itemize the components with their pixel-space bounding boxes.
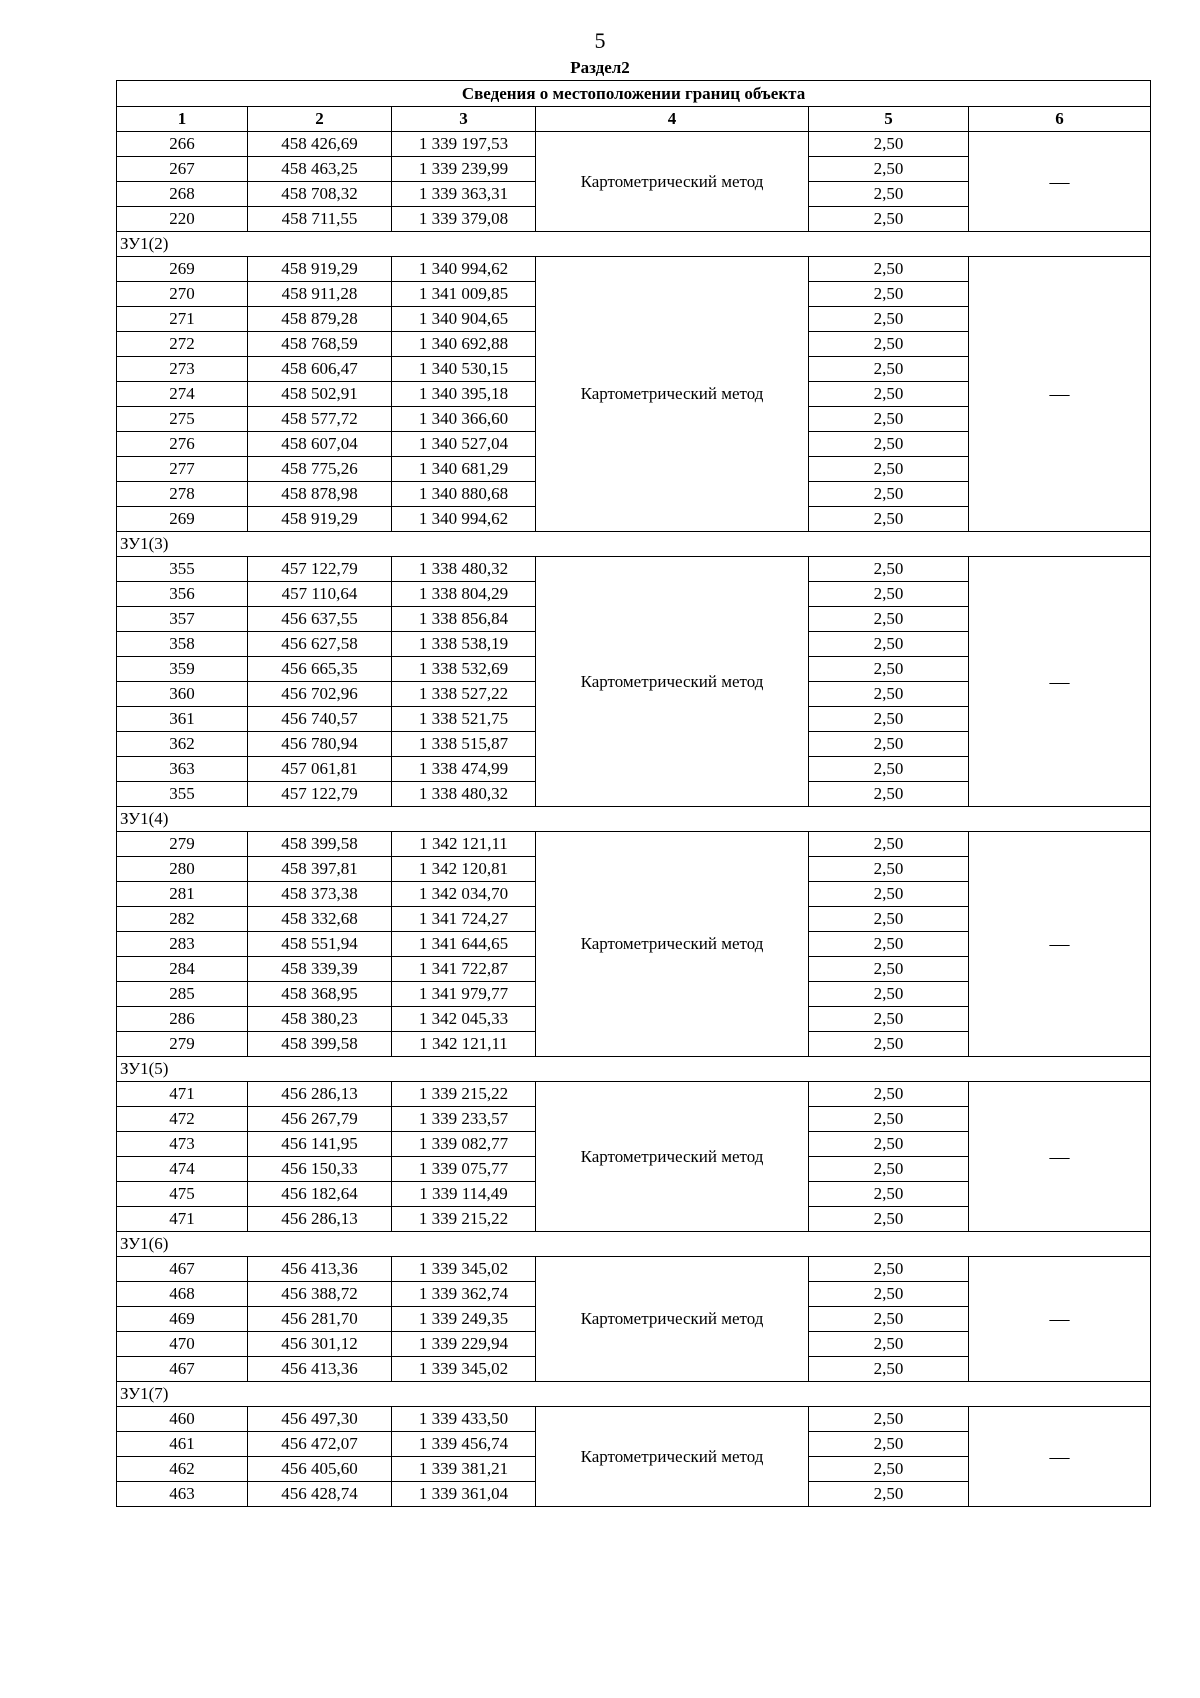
- coordinate-y-cell: 1 342 120,81: [392, 857, 536, 882]
- coordinate-x-cell: 456 281,70: [248, 1307, 392, 1332]
- coordinate-x-cell: 456 286,13: [248, 1082, 392, 1107]
- coordinate-y-cell: 1 338 515,87: [392, 732, 536, 757]
- point-number-cell: 460: [117, 1407, 248, 1432]
- coordinate-y-cell: 1 339 362,74: [392, 1282, 536, 1307]
- coordinate-y-cell: 1 339 215,22: [392, 1207, 536, 1232]
- point-number-cell: 468: [117, 1282, 248, 1307]
- column-6-cell: —: [969, 1407, 1151, 1507]
- method-cell: Картометрический метод: [536, 1257, 809, 1382]
- table-title: Сведения о местоположении границ объекта: [117, 81, 1151, 107]
- accuracy-cell: 2,50: [809, 707, 969, 732]
- coordinate-x-cell: 456 780,94: [248, 732, 392, 757]
- coordinate-x-cell: 458 399,58: [248, 1032, 392, 1057]
- column-6-cell: —: [969, 557, 1151, 807]
- coordinate-y-cell: 1 340 366,60: [392, 407, 536, 432]
- coordinate-y-cell: 1 339 233,57: [392, 1107, 536, 1132]
- coordinate-y-cell: 1 341 979,77: [392, 982, 536, 1007]
- accuracy-cell: 2,50: [809, 507, 969, 532]
- point-number-cell: 270: [117, 282, 248, 307]
- accuracy-cell: 2,50: [809, 1332, 969, 1357]
- accuracy-cell: 2,50: [809, 557, 969, 582]
- point-number-cell: 273: [117, 357, 248, 382]
- coordinate-x-cell: 456 388,72: [248, 1282, 392, 1307]
- coordinate-x-cell: 456 637,55: [248, 607, 392, 632]
- coordinate-y-cell: 1 339 114,49: [392, 1182, 536, 1207]
- coordinate-x-cell: 458 332,68: [248, 907, 392, 932]
- coordinate-x-cell: 456 413,36: [248, 1357, 392, 1382]
- accuracy-cell: 2,50: [809, 882, 969, 907]
- column-header-row: [117, 107, 1151, 132]
- group-name: ЗУ1(7): [117, 1382, 1151, 1407]
- point-number-cell: 360: [117, 682, 248, 707]
- coordinate-x-cell: 458 551,94: [248, 932, 392, 957]
- group-name: ЗУ1(5): [117, 1057, 1151, 1082]
- coordinate-y-cell: 1 338 538,19: [392, 632, 536, 657]
- accuracy-cell: 2,50: [809, 382, 969, 407]
- column-6-cell: —: [969, 132, 1151, 232]
- method-cell: Картометрический метод: [536, 1082, 809, 1232]
- table-row: [117, 1407, 1151, 1432]
- point-number-cell: 281: [117, 882, 248, 907]
- coordinate-y-cell: 1 340 395,18: [392, 382, 536, 407]
- coordinate-x-cell: 456 627,58: [248, 632, 392, 657]
- point-number-cell: 358: [117, 632, 248, 657]
- column-header: 6: [969, 107, 1151, 132]
- coordinate-y-cell: 1 341 009,85: [392, 282, 536, 307]
- accuracy-cell: 2,50: [809, 632, 969, 657]
- point-number-cell: 461: [117, 1432, 248, 1457]
- point-number-cell: 284: [117, 957, 248, 982]
- accuracy-cell: 2,50: [809, 357, 969, 382]
- accuracy-cell: 2,50: [809, 457, 969, 482]
- coordinate-y-cell: 1 341 644,65: [392, 932, 536, 957]
- coordinate-x-cell: 457 122,79: [248, 782, 392, 807]
- coordinate-x-cell: 458 368,95: [248, 982, 392, 1007]
- coordinate-x-cell: 456 665,35: [248, 657, 392, 682]
- accuracy-cell: 2,50: [809, 1107, 969, 1132]
- coordinate-y-cell: 1 339 345,02: [392, 1257, 536, 1282]
- point-number-cell: 363: [117, 757, 248, 782]
- accuracy-cell: 2,50: [809, 1457, 969, 1482]
- accuracy-cell: 2,50: [809, 957, 969, 982]
- point-number-cell: 467: [117, 1257, 248, 1282]
- coordinate-x-cell: 458 919,29: [248, 257, 392, 282]
- coordinate-x-cell: 458 606,47: [248, 357, 392, 382]
- point-number-cell: 282: [117, 907, 248, 932]
- accuracy-cell: 2,50: [809, 1357, 969, 1382]
- table-title-row: [117, 81, 1151, 107]
- coordinate-x-cell: 456 428,74: [248, 1482, 392, 1507]
- coordinate-y-cell: 1 338 856,84: [392, 607, 536, 632]
- point-number-cell: 356: [117, 582, 248, 607]
- point-number-cell: 220: [117, 207, 248, 232]
- point-number-cell: 267: [117, 157, 248, 182]
- point-number-cell: 355: [117, 557, 248, 582]
- coordinate-y-cell: 1 340 994,62: [392, 257, 536, 282]
- coordinate-x-cell: 456 702,96: [248, 682, 392, 707]
- coordinate-x-cell: 458 879,28: [248, 307, 392, 332]
- coordinate-y-cell: 1 339 229,94: [392, 1332, 536, 1357]
- coordinate-y-cell: 1 340 880,68: [392, 482, 536, 507]
- accuracy-cell: 2,50: [809, 907, 969, 932]
- point-number-cell: 463: [117, 1482, 248, 1507]
- point-number-cell: 469: [117, 1307, 248, 1332]
- point-number-cell: 269: [117, 257, 248, 282]
- accuracy-cell: 2,50: [809, 682, 969, 707]
- coordinate-y-cell: 1 339 082,77: [392, 1132, 536, 1157]
- coordinate-y-cell: 1 342 034,70: [392, 882, 536, 907]
- method-cell: Картометрический метод: [536, 557, 809, 807]
- column-6-cell: —: [969, 1082, 1151, 1232]
- boundary-coordinates-table: [116, 80, 1151, 1507]
- table-row: [117, 1082, 1151, 1107]
- coordinate-y-cell: 1 340 530,15: [392, 357, 536, 382]
- accuracy-cell: 2,50: [809, 1407, 969, 1432]
- group-header-row: [117, 1057, 1151, 1082]
- point-number-cell: 471: [117, 1082, 248, 1107]
- accuracy-cell: 2,50: [809, 782, 969, 807]
- coordinate-x-cell: 458 380,23: [248, 1007, 392, 1032]
- accuracy-cell: 2,50: [809, 857, 969, 882]
- group-header-row: [117, 1232, 1151, 1257]
- point-number-cell: 283: [117, 932, 248, 957]
- point-number-cell: 286: [117, 1007, 248, 1032]
- point-number-cell: 276: [117, 432, 248, 457]
- column-header: 5: [809, 107, 969, 132]
- coordinate-y-cell: 1 339 197,53: [392, 132, 536, 157]
- group-header-row: [117, 807, 1151, 832]
- coordinate-y-cell: 1 342 045,33: [392, 1007, 536, 1032]
- point-number-cell: 280: [117, 857, 248, 882]
- column-header: 4: [536, 107, 809, 132]
- accuracy-cell: 2,50: [809, 307, 969, 332]
- coordinate-x-cell: 458 577,72: [248, 407, 392, 432]
- point-number-cell: 279: [117, 832, 248, 857]
- coordinate-y-cell: 1 339 249,35: [392, 1307, 536, 1332]
- coordinate-y-cell: 1 339 075,77: [392, 1157, 536, 1182]
- accuracy-cell: 2,50: [809, 1007, 969, 1032]
- accuracy-cell: 2,50: [809, 582, 969, 607]
- group-name: ЗУ1(3): [117, 532, 1151, 557]
- group-header-row: [117, 1382, 1151, 1407]
- accuracy-cell: 2,50: [809, 1482, 969, 1507]
- coordinate-y-cell: 1 338 804,29: [392, 582, 536, 607]
- accuracy-cell: 2,50: [809, 1282, 969, 1307]
- coordinate-x-cell: 458 399,58: [248, 832, 392, 857]
- coordinate-x-cell: 456 267,79: [248, 1107, 392, 1132]
- point-number-cell: 359: [117, 657, 248, 682]
- point-number-cell: 285: [117, 982, 248, 1007]
- table-row: [117, 557, 1151, 582]
- point-number-cell: 362: [117, 732, 248, 757]
- coordinate-y-cell: 1 340 681,29: [392, 457, 536, 482]
- coordinate-x-cell: 456 405,60: [248, 1457, 392, 1482]
- point-number-cell: 361: [117, 707, 248, 732]
- point-number-cell: 266: [117, 132, 248, 157]
- column-header: 3: [392, 107, 536, 132]
- point-number-cell: 472: [117, 1107, 248, 1132]
- group-header-row: [117, 532, 1151, 557]
- coordinate-y-cell: 1 342 121,11: [392, 832, 536, 857]
- accuracy-cell: 2,50: [809, 1257, 969, 1282]
- column-header: 2: [248, 107, 392, 132]
- accuracy-cell: 2,50: [809, 432, 969, 457]
- accuracy-cell: 2,50: [809, 1132, 969, 1157]
- accuracy-cell: 2,50: [809, 207, 969, 232]
- group-name: ЗУ1(2): [117, 232, 1151, 257]
- accuracy-cell: 2,50: [809, 832, 969, 857]
- coordinate-x-cell: 457 122,79: [248, 557, 392, 582]
- point-number-cell: 475: [117, 1182, 248, 1207]
- table-body: [117, 132, 1151, 1507]
- coordinate-x-cell: 456 413,36: [248, 1257, 392, 1282]
- accuracy-cell: 2,50: [809, 132, 969, 157]
- coordinate-x-cell: 458 711,55: [248, 207, 392, 232]
- table-row: [117, 132, 1151, 157]
- point-number-cell: 268: [117, 182, 248, 207]
- accuracy-cell: 2,50: [809, 932, 969, 957]
- coordinate-y-cell: 1 342 121,11: [392, 1032, 536, 1057]
- coordinate-x-cell: 456 286,13: [248, 1207, 392, 1232]
- coordinate-y-cell: 1 338 480,32: [392, 782, 536, 807]
- accuracy-cell: 2,50: [809, 257, 969, 282]
- group-header-row: [117, 232, 1151, 257]
- coordinate-y-cell: 1 339 363,31: [392, 182, 536, 207]
- point-number-cell: 279: [117, 1032, 248, 1057]
- point-number-cell: 471: [117, 1207, 248, 1232]
- coordinate-y-cell: 1 339 215,22: [392, 1082, 536, 1107]
- accuracy-cell: 2,50: [809, 1207, 969, 1232]
- point-number-cell: 272: [117, 332, 248, 357]
- point-number-cell: 467: [117, 1357, 248, 1382]
- method-cell: Картометрический метод: [536, 257, 809, 532]
- coordinate-x-cell: 458 397,81: [248, 857, 392, 882]
- table-row: [117, 1257, 1151, 1282]
- accuracy-cell: 2,50: [809, 157, 969, 182]
- coordinate-x-cell: 458 607,04: [248, 432, 392, 457]
- accuracy-cell: 2,50: [809, 1307, 969, 1332]
- coordinate-x-cell: 458 768,59: [248, 332, 392, 357]
- column-6-cell: —: [969, 1257, 1151, 1382]
- coordinate-x-cell: 458 919,29: [248, 507, 392, 532]
- accuracy-cell: 2,50: [809, 332, 969, 357]
- point-number-cell: 278: [117, 482, 248, 507]
- coordinate-x-cell: 456 301,12: [248, 1332, 392, 1357]
- method-cell: Картометрический метод: [536, 1407, 809, 1507]
- coordinate-x-cell: 456 141,95: [248, 1132, 392, 1157]
- accuracy-cell: 2,50: [809, 407, 969, 432]
- point-number-cell: 474: [117, 1157, 248, 1182]
- accuracy-cell: 2,50: [809, 1182, 969, 1207]
- coordinate-y-cell: 1 340 692,88: [392, 332, 536, 357]
- coordinate-y-cell: 1 339 433,50: [392, 1407, 536, 1432]
- point-number-cell: 269: [117, 507, 248, 532]
- coordinate-x-cell: 458 911,28: [248, 282, 392, 307]
- coordinate-y-cell: 1 339 361,04: [392, 1482, 536, 1507]
- point-number-cell: 473: [117, 1132, 248, 1157]
- coordinate-x-cell: 456 150,33: [248, 1157, 392, 1182]
- column-header: 1: [117, 107, 248, 132]
- accuracy-cell: 2,50: [809, 482, 969, 507]
- section-title: Раздел2: [570, 58, 630, 77]
- coordinate-y-cell: 1 339 456,74: [392, 1432, 536, 1457]
- method-cell: Картометрический метод: [536, 832, 809, 1057]
- accuracy-cell: 2,50: [809, 657, 969, 682]
- column-6-cell: —: [969, 832, 1151, 1057]
- accuracy-cell: 2,50: [809, 732, 969, 757]
- coordinate-x-cell: 458 426,69: [248, 132, 392, 157]
- coordinate-x-cell: 458 463,25: [248, 157, 392, 182]
- coordinate-x-cell: 458 878,98: [248, 482, 392, 507]
- coordinate-y-cell: 1 339 381,21: [392, 1457, 536, 1482]
- coordinate-y-cell: 1 339 239,99: [392, 157, 536, 182]
- table-row: [117, 257, 1151, 282]
- coordinate-x-cell: 458 373,38: [248, 882, 392, 907]
- group-name: ЗУ1(6): [117, 1232, 1151, 1257]
- point-number-cell: 470: [117, 1332, 248, 1357]
- accuracy-cell: 2,50: [809, 1432, 969, 1457]
- coordinate-y-cell: 1 340 904,65: [392, 307, 536, 332]
- point-number-cell: 462: [117, 1457, 248, 1482]
- accuracy-cell: 2,50: [809, 1157, 969, 1182]
- point-number-cell: 355: [117, 782, 248, 807]
- method-cell: Картометрический метод: [536, 132, 809, 232]
- coordinate-x-cell: 458 775,26: [248, 457, 392, 482]
- coordinate-x-cell: 457 110,64: [248, 582, 392, 607]
- coordinate-x-cell: 456 740,57: [248, 707, 392, 732]
- point-number-cell: 277: [117, 457, 248, 482]
- coordinate-x-cell: 458 708,32: [248, 182, 392, 207]
- point-number-cell: 274: [117, 382, 248, 407]
- coordinate-y-cell: 1 338 532,69: [392, 657, 536, 682]
- accuracy-cell: 2,50: [809, 282, 969, 307]
- coordinate-y-cell: 1 339 379,08: [392, 207, 536, 232]
- coordinate-x-cell: 456 472,07: [248, 1432, 392, 1457]
- coordinate-x-cell: 458 339,39: [248, 957, 392, 982]
- coordinate-x-cell: 458 502,91: [248, 382, 392, 407]
- page-number: 5: [594, 28, 606, 53]
- point-number-cell: 357: [117, 607, 248, 632]
- point-number-cell: 275: [117, 407, 248, 432]
- accuracy-cell: 2,50: [809, 982, 969, 1007]
- table-row: [117, 832, 1151, 857]
- accuracy-cell: 2,50: [809, 757, 969, 782]
- coordinate-y-cell: 1 338 521,75: [392, 707, 536, 732]
- group-name: ЗУ1(4): [117, 807, 1151, 832]
- accuracy-cell: 2,50: [809, 1032, 969, 1057]
- coordinate-y-cell: 1 338 480,32: [392, 557, 536, 582]
- accuracy-cell: 2,50: [809, 182, 969, 207]
- coordinate-y-cell: 1 339 345,02: [392, 1357, 536, 1382]
- coordinate-y-cell: 1 341 722,87: [392, 957, 536, 982]
- coordinate-x-cell: 456 182,64: [248, 1182, 392, 1207]
- accuracy-cell: 2,50: [809, 1082, 969, 1107]
- point-number-cell: 271: [117, 307, 248, 332]
- coordinate-x-cell: 457 061,81: [248, 757, 392, 782]
- column-6-cell: —: [969, 257, 1151, 532]
- coordinate-y-cell: 1 340 994,62: [392, 507, 536, 532]
- coordinate-y-cell: 1 340 527,04: [392, 432, 536, 457]
- coordinate-y-cell: 1 341 724,27: [392, 907, 536, 932]
- accuracy-cell: 2,50: [809, 607, 969, 632]
- coordinate-y-cell: 1 338 474,99: [392, 757, 536, 782]
- coordinate-y-cell: 1 338 527,22: [392, 682, 536, 707]
- coordinate-x-cell: 456 497,30: [248, 1407, 392, 1432]
